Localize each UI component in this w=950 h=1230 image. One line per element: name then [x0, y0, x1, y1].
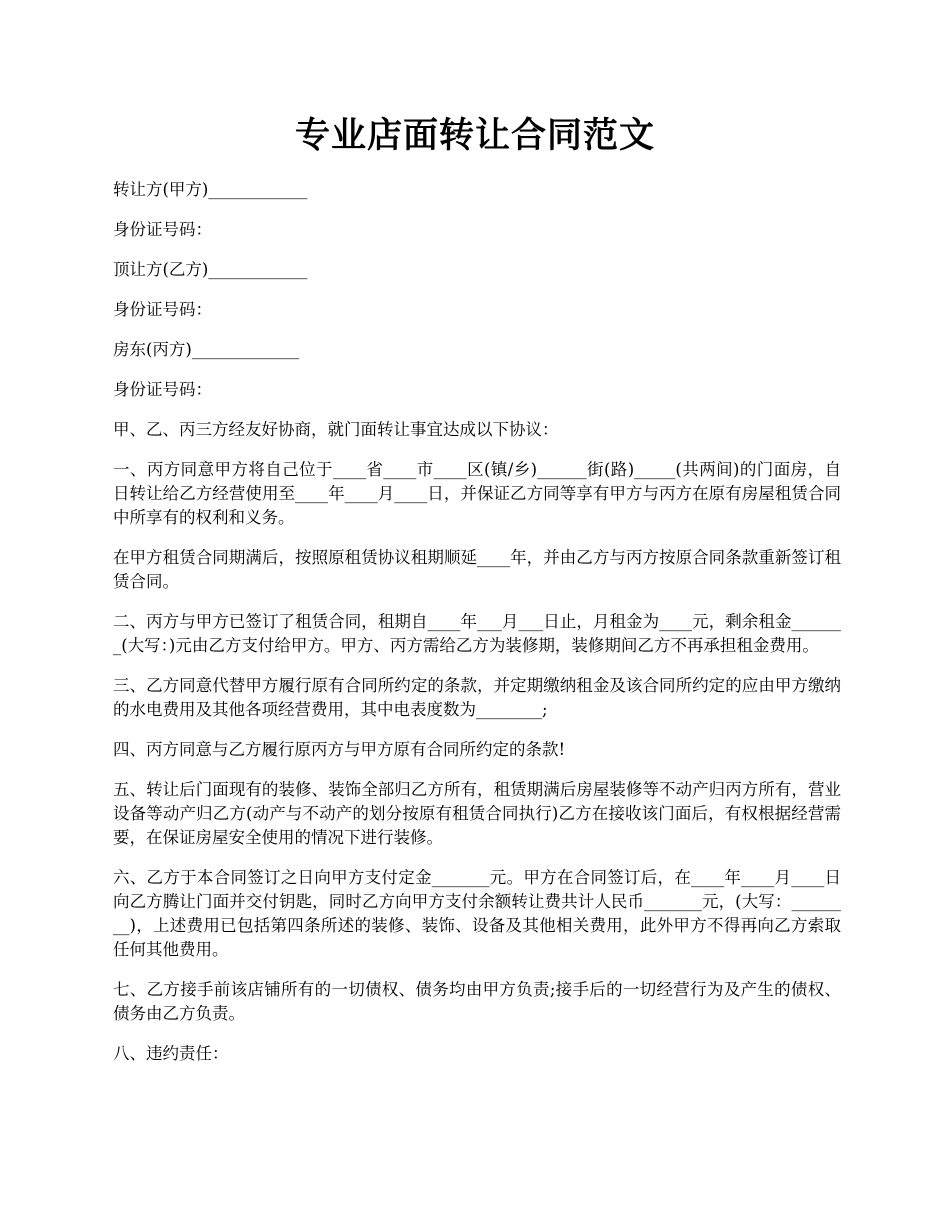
clause-2-paragraph: 二、丙方与甲方已签订了租赁合同，租期自____年___月___日止，月租金为____元，剩余租金_______(大写：)元由乙方支付给甲方。甲方、丙方需给乙方为装修期，装修期间乙方不再承担租金费用。	[113, 612, 841, 655]
preamble-paragraph: 甲、乙、丙三方经友好协商，就门面转让事宜达成以下协议：	[113, 420, 559, 439]
document-body	[113, 178, 841, 1082]
clause-4-paragraph: 四、丙方同意与乙方履行原丙方与甲方原有合同所约定的条款!	[113, 740, 566, 759]
party-b-line: 顶让方(乙方)____________	[113, 260, 308, 279]
clause-7-paragraph: 七、乙方接手前该店铺所有的一切债权、债务均由甲方负责;接手后的一切经营行为及产生的债权、债务由乙方负责。	[113, 980, 841, 1023]
clause-6-paragraph: 六、乙方于本合同签订之日向甲方支付定金_______元。甲方在合同签订后，在____年____月____日向乙方腾让门面并交付钥匙，同时乙方向甲方支付余额转让费共计人民币_______元，(大写：________)，上述费用已包括第四条所述的装修、装饰、设备及其他相关费用，此外甲方不得再向乙方索取任何其他费用。	[113, 868, 842, 959]
clause-3-paragraph: 三、乙方同意代替甲方履行原有合同所约定的条款，并定期缴纳租金及该合同所约定的应由甲方缴纳的水电费用及其他各项经营费用，其中电表度数为________;	[113, 676, 841, 719]
clause-8-heading: 八、违约责任：	[113, 1044, 229, 1063]
document-title: 专业店面转让合同范文	[294, 116, 655, 156]
party-c-id-line: 身份证号码：	[113, 380, 212, 399]
party-a-id-line: 身份证号码：	[113, 220, 212, 239]
clause-5-paragraph: 五、转让后门面现有的装修、装饰全部归乙方所有，租赁期满后房屋装修等不动产归丙方所有，营业设备等动产归乙方(动产与不动产的划分按原有租赁合同执行)乙方在接收该门面后，有权根据经营需要，在保证房屋安全使用的情况下进行装修。	[113, 780, 841, 847]
clause-1-paragraph: 一、丙方同意甲方将自己位于____省____市____区(镇/乡)______街(路)_____(共两间)的门面房，自日转让给乙方经营使用至____年____月____日，并保证乙方同等享有甲方与丙方在原有房屋租赁合同中所享有的权利和义务。	[113, 460, 841, 527]
party-c-line: 房东(丙方)_____________	[113, 340, 300, 359]
party-a-line: 转让方(甲方)____________	[113, 180, 308, 199]
party-b-id-line: 身份证号码：	[113, 300, 212, 319]
clause-1-extension-paragraph: 在甲方租赁合同期满后，按照原租赁协议租期顺延____年，并由乙方与丙方按原合同条款重新签订租赁合同。	[113, 548, 841, 591]
